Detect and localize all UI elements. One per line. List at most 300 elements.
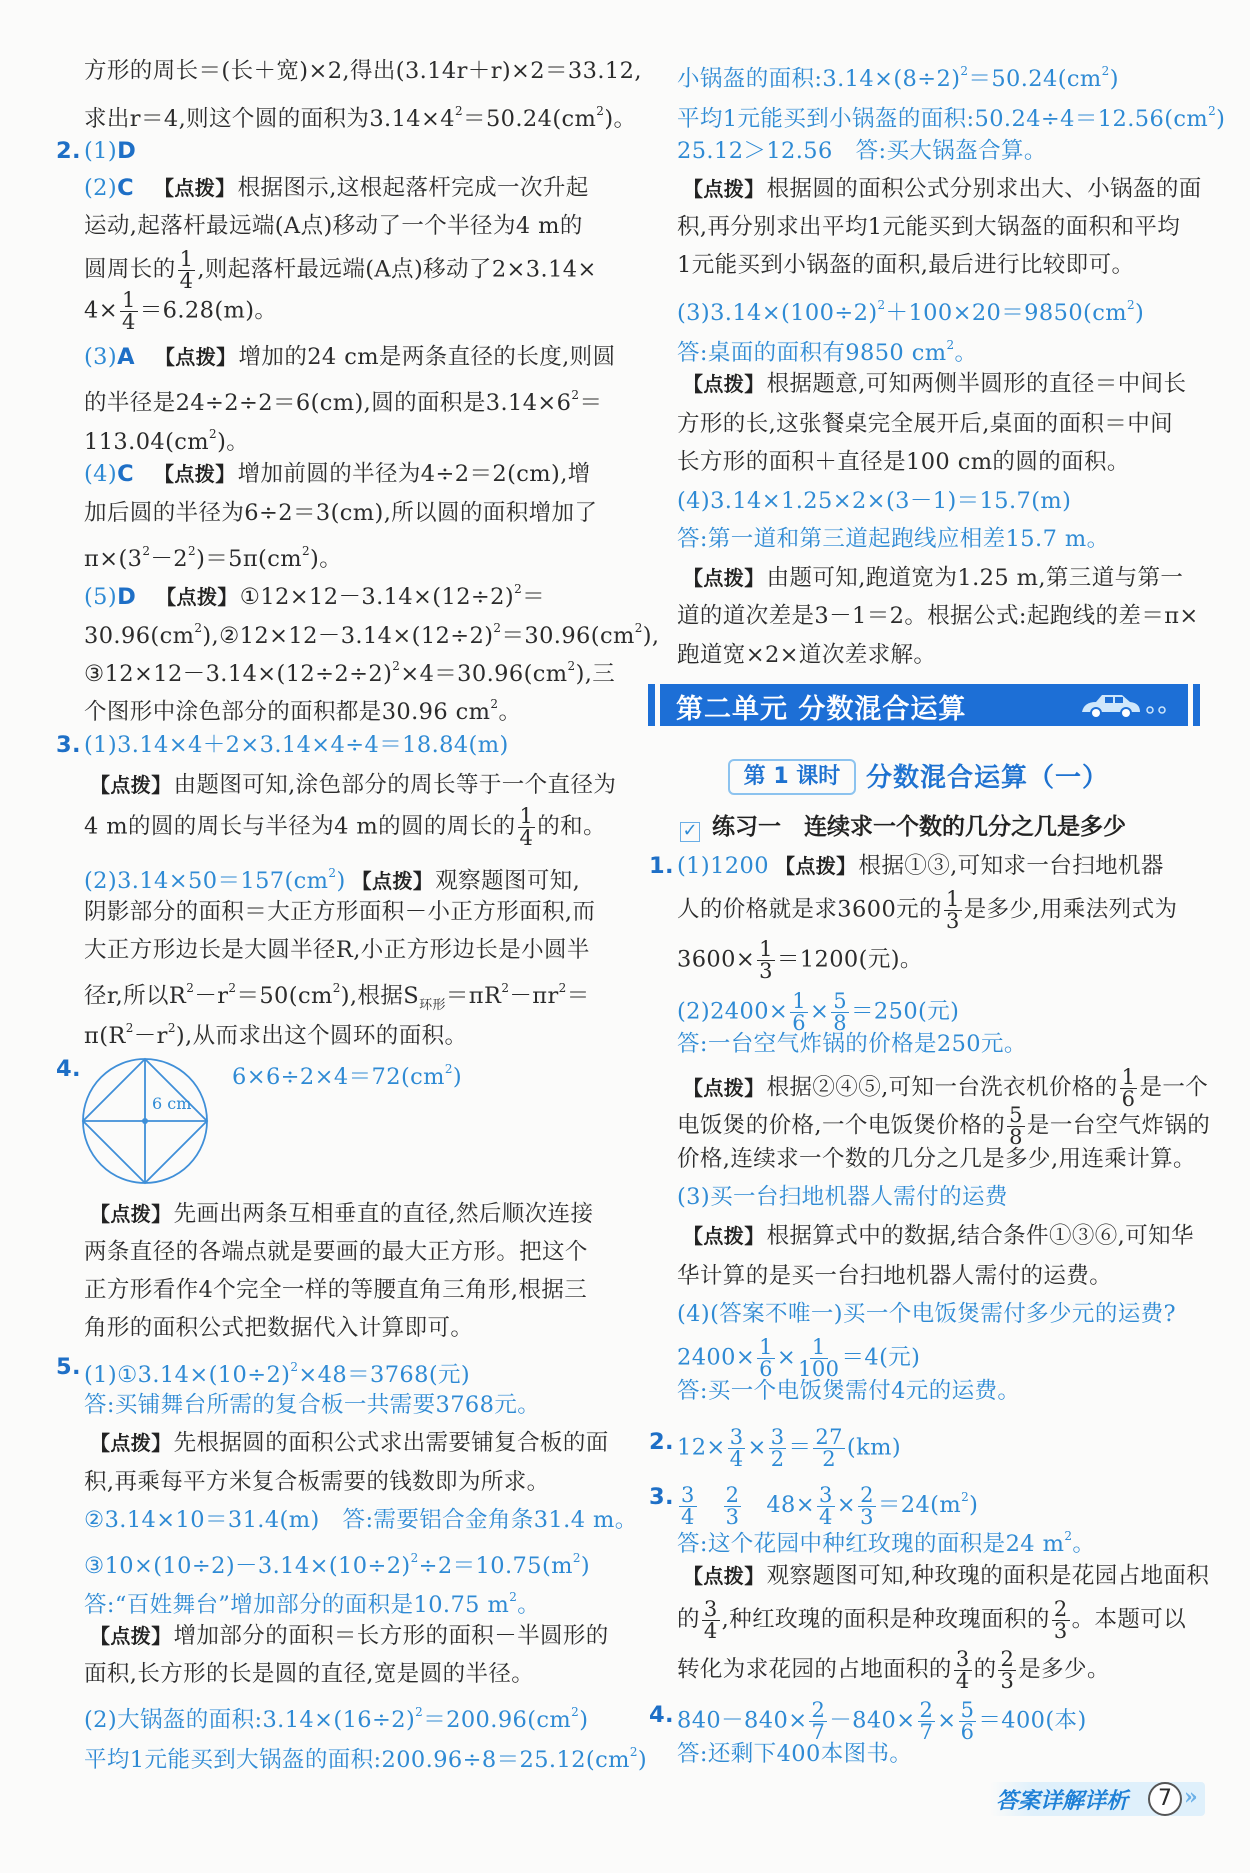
answer-text: 答:第一道和第三道起跑线应相差15.7 m。 bbox=[677, 526, 1110, 552]
superscript: 2 bbox=[290, 1360, 299, 1374]
text-line bbox=[84, 1582, 541, 1618]
fraction bbox=[728, 1427, 746, 1470]
body-text: ①12×12－3.14×(12÷2) bbox=[239, 584, 515, 610]
denominator: 2 bbox=[770, 1447, 785, 1471]
denominator: 3 bbox=[725, 1504, 740, 1529]
tip-tag: 【点拨】 bbox=[156, 585, 238, 609]
superscript: 2 bbox=[493, 621, 502, 635]
choice-answer: C bbox=[117, 461, 134, 487]
choice-answer: C bbox=[117, 175, 134, 201]
text-line bbox=[84, 1543, 591, 1579]
body-text: 人的价格就是求3600元的 bbox=[677, 896, 942, 923]
text-line bbox=[649, 1425, 902, 1471]
answer-text: －840× bbox=[829, 1707, 916, 1734]
text-line bbox=[677, 486, 1071, 516]
body-text: 电饭煲的价格,一个电饭煲价格的 bbox=[677, 1112, 1006, 1139]
text-line bbox=[84, 613, 660, 649]
superscript: 2 bbox=[961, 1490, 970, 1504]
denominator: 3 bbox=[1000, 1669, 1015, 1693]
fraction bbox=[809, 1700, 827, 1743]
body-text: ),从而求出这个圆环的面积。 bbox=[175, 1023, 468, 1049]
denominator: 7 bbox=[919, 1720, 934, 1744]
text-line bbox=[84, 1697, 589, 1733]
numerator: 1 bbox=[759, 1335, 773, 1359]
denominator: 6 bbox=[759, 1357, 773, 1381]
fraction bbox=[798, 1337, 839, 1380]
text-line bbox=[677, 1597, 1187, 1643]
footer bbox=[990, 1782, 1205, 1816]
body-text: ),根据S bbox=[340, 983, 420, 1009]
body-text: 方形的长,这张餐桌完全展开后,桌面的面积＝中间 bbox=[677, 411, 1174, 437]
text-line bbox=[84, 651, 616, 687]
body-text: 根据题意,可知两侧半圆形的直径＝中间长 bbox=[766, 371, 1187, 397]
text-line bbox=[84, 1313, 473, 1343]
body-text: ＝30.96(cm bbox=[501, 623, 635, 649]
checkbox-icon: ✓ bbox=[680, 822, 700, 842]
numerator: 27 bbox=[815, 1425, 843, 1449]
denominator: 2 bbox=[822, 1447, 837, 1471]
text-line bbox=[677, 1561, 1209, 1591]
text-line bbox=[84, 1621, 609, 1651]
numerator: 3 bbox=[955, 1647, 970, 1671]
superscript: 2 bbox=[629, 1745, 638, 1759]
text-line bbox=[677, 250, 1134, 280]
fraction bbox=[790, 991, 808, 1034]
text-line bbox=[84, 858, 581, 894]
tip-tag: 【点拨】 bbox=[154, 176, 236, 200]
body-text: π×(3 bbox=[84, 546, 143, 572]
circle-diagram-icon bbox=[80, 1056, 220, 1196]
answer-text: (2) bbox=[84, 175, 118, 201]
text-line bbox=[56, 730, 509, 760]
numerator: 1 bbox=[759, 937, 773, 961]
body-text: 增加部分的面积＝长方形的面积－半圆形的 bbox=[173, 1623, 609, 1649]
text-line bbox=[677, 1376, 1020, 1406]
body-text: ,种红玫瑰的面积是种玫瑰面积的 bbox=[721, 1606, 1050, 1633]
answer-text: 答:还剩下400本图书。 bbox=[677, 1741, 913, 1767]
body-text: ＝50.24(cm bbox=[463, 106, 597, 132]
tip-tag: 【点拨】 bbox=[683, 1224, 765, 1248]
tip-tag: 【点拨】 bbox=[90, 773, 172, 797]
body-text: 方形的周长＝(长＋宽)×2,得出(3.14r＋r)×2＝33.12, bbox=[84, 58, 642, 84]
superscript: 2 bbox=[167, 1021, 176, 1035]
text-line bbox=[677, 1182, 1008, 1212]
answer-text: (2)大锅盔的面积:3.14×(16÷2) bbox=[84, 1707, 416, 1733]
footer-label: 答案详解详析 bbox=[996, 1789, 1129, 1814]
body-text: ＝ bbox=[566, 983, 590, 1009]
body-text: 的 bbox=[677, 1606, 700, 1633]
text-line bbox=[677, 1065, 1209, 1111]
answer-text: 平均1元能买到大锅盔的面积:200.96÷8＝25.12(cm bbox=[84, 1747, 630, 1773]
text-line bbox=[649, 1698, 1087, 1744]
denominator: 4 bbox=[819, 1504, 833, 1529]
answer-text: 840－840× bbox=[677, 1707, 808, 1734]
tip-tag: 【点拨】 bbox=[683, 372, 765, 396]
body-text: 的半径是24÷2÷2＝6(cm),圆的面积是3.14×6 bbox=[84, 390, 572, 416]
numerator: 3 bbox=[770, 1425, 785, 1449]
answer-text: ) bbox=[637, 1747, 648, 1773]
answer-text: × bbox=[809, 998, 830, 1025]
answer-text: (2)3.14×50＝157(cm bbox=[84, 868, 329, 894]
superscript: 2 bbox=[142, 544, 151, 558]
answer-text: 答:一台空气炸锅的价格是250元。 bbox=[677, 1031, 1027, 1057]
body-text: )。 bbox=[604, 106, 637, 132]
text-line bbox=[677, 887, 1178, 933]
answer-text bbox=[699, 1492, 722, 1518]
text-line bbox=[56, 136, 150, 166]
answer-text: ) bbox=[452, 1064, 463, 1090]
body-text: ＝1200(元)。 bbox=[776, 946, 923, 973]
banner-bar-left bbox=[648, 684, 655, 726]
body-text: )＝5π(cm bbox=[196, 546, 302, 572]
answer-text: ＝50.24(cm bbox=[968, 66, 1102, 92]
superscript: 2 bbox=[596, 104, 605, 118]
text-line bbox=[84, 288, 278, 334]
fraction bbox=[757, 1337, 775, 1380]
text-line bbox=[677, 1103, 1211, 1149]
body-text: －r bbox=[133, 1023, 168, 1049]
superscript: 2 bbox=[455, 104, 464, 118]
numerator: 3 bbox=[703, 1597, 718, 1621]
answer-text: 。 bbox=[1072, 1531, 1096, 1557]
superscript: 2 bbox=[1064, 1529, 1073, 1543]
text-line bbox=[677, 1221, 1194, 1251]
fraction bbox=[1052, 1599, 1070, 1642]
text-line bbox=[677, 1299, 1176, 1329]
fraction bbox=[831, 991, 849, 1034]
body-text: 。 bbox=[498, 699, 522, 725]
body-text: 4× bbox=[84, 297, 118, 324]
body-text: 转化为求花园的占地面积的 bbox=[677, 1656, 952, 1683]
body-text: ③12×12－3.14×(12÷2÷2) bbox=[84, 661, 393, 687]
body-text: 圆周长的 bbox=[84, 256, 176, 283]
body-text: 由题可知,跑道宽为1.25 m,第三道与第一 bbox=[766, 565, 1184, 591]
tip-tag: 【点拨】 bbox=[683, 177, 765, 201]
answer-text: ) bbox=[1109, 66, 1119, 92]
fraction bbox=[959, 1700, 977, 1743]
body-text: 根据图示,这根起落杆完成一次升起 bbox=[237, 175, 589, 201]
body-text: ＝ bbox=[522, 584, 546, 610]
fraction bbox=[944, 889, 962, 932]
fraction bbox=[769, 1427, 787, 1470]
body-text: 先画出两条互相垂直的直径,然后顺次连接 bbox=[173, 1201, 594, 1227]
body-text: 增加前圆的半径为4÷2＝2(cm),增 bbox=[237, 461, 591, 487]
unit-title: 第二单元 分数混合运算 bbox=[676, 694, 967, 725]
text-line bbox=[84, 973, 590, 1013]
numerator: 1 bbox=[121, 288, 136, 312]
answer-text: ＝250(元) bbox=[850, 998, 960, 1025]
denominator: 7 bbox=[811, 1720, 826, 1744]
text-line bbox=[84, 1737, 648, 1773]
question-number: 2. bbox=[56, 138, 82, 164]
chevron-right-icon: » bbox=[1184, 1784, 1198, 1810]
superscript: 2 bbox=[125, 1021, 134, 1035]
numerator: 2 bbox=[1000, 1647, 1015, 1671]
superscript: 2 bbox=[960, 64, 969, 78]
text-line bbox=[84, 1467, 550, 1497]
answer-text: 2400× bbox=[677, 1344, 756, 1371]
text-line bbox=[84, 56, 642, 86]
question-number: 1. bbox=[649, 853, 675, 879]
answer-text: 平均1元能买到小锅盔的面积:50.24÷4＝12.56(cm bbox=[677, 106, 1209, 132]
question-number: 2. bbox=[649, 1429, 675, 1455]
answer-text: 答:买铺舞台所需的复合板一共需要3768元。 bbox=[84, 1392, 541, 1418]
answer-text: 。 bbox=[517, 1592, 541, 1618]
text-line bbox=[84, 380, 603, 416]
answer-text: ＝400(本) bbox=[978, 1707, 1087, 1734]
text-line bbox=[84, 935, 590, 965]
answer-text: × bbox=[937, 1707, 957, 1734]
superscript: 2 bbox=[558, 981, 567, 995]
question-number: 3. bbox=[649, 1484, 675, 1510]
superscript: 2 bbox=[410, 1551, 419, 1565]
body-text: 4 m的圆的周长与半径为4 m的圆的周长的 bbox=[84, 813, 516, 840]
answer-text: (1)3.14×4＋2×3.14×4÷4＝18.84(m) bbox=[84, 732, 509, 758]
page-number: 7 bbox=[1148, 1782, 1182, 1816]
denominator: 3 bbox=[860, 1504, 874, 1529]
superscript: 2 bbox=[1208, 104, 1217, 118]
text-line bbox=[84, 1013, 468, 1049]
text-line bbox=[84, 574, 546, 610]
superscript: 2 bbox=[332, 981, 341, 995]
fraction bbox=[813, 1427, 845, 1470]
choice-answer: A bbox=[117, 344, 135, 370]
numerator: 5 bbox=[1009, 1103, 1023, 1127]
text-line bbox=[677, 563, 1183, 593]
body-text: 113.04(cm bbox=[84, 429, 210, 455]
text-line bbox=[84, 897, 595, 927]
superscript: 2 bbox=[946, 338, 955, 352]
body-text: 两条直径的各端点就是要画的最大正方形。把这个 bbox=[84, 1239, 588, 1265]
banner-bar-right-2 bbox=[1182, 684, 1187, 726]
text-line bbox=[677, 174, 1202, 204]
superscript: 2 bbox=[571, 1705, 580, 1719]
superscript: 2 bbox=[490, 697, 499, 711]
unit-banner bbox=[660, 684, 1188, 726]
car-icon bbox=[1078, 692, 1168, 720]
denominator: 3 bbox=[945, 909, 960, 933]
text-line bbox=[677, 136, 1047, 166]
body-text: 的 bbox=[973, 1656, 997, 1683]
subscript: 环形 bbox=[419, 998, 446, 1013]
answer-text: (4)3.14×1.25×2×(3－1)＝15.7(m) bbox=[677, 488, 1072, 514]
answer-text: 。 bbox=[954, 340, 978, 366]
answer-text: 答:买一个电饭煲需付4元的运费。 bbox=[677, 1378, 1021, 1404]
body-text: 根据①③,可知求一台扫地机器 bbox=[858, 853, 1164, 879]
tip-tag: 【点拨】 bbox=[774, 854, 857, 878]
figure-label: 6 cm bbox=[152, 1094, 192, 1113]
answer-text: 答:桌面的面积有9850 cm bbox=[677, 340, 947, 366]
body-text: 面积,长方形的长是圆的直径,宽是圆的半径。 bbox=[84, 1661, 535, 1687]
body-text: 。本题可以 bbox=[1071, 1606, 1187, 1633]
body-text: 先根据圆的面积公式求出需要铺复合板的面 bbox=[173, 1430, 609, 1456]
body-text: )。 bbox=[310, 546, 343, 572]
superscript: 2 bbox=[877, 298, 886, 312]
answer-text: ＝4(元) bbox=[841, 1344, 921, 1371]
text-line bbox=[677, 989, 960, 1035]
denominator: 4 bbox=[519, 826, 534, 850]
banner-bar-right-1 bbox=[1193, 684, 1200, 726]
superscript: 2 bbox=[567, 659, 576, 673]
text-line bbox=[677, 56, 1119, 92]
body-text: 的和。 bbox=[537, 813, 606, 840]
body-text: 是一台空气炸锅的 bbox=[1026, 1112, 1211, 1139]
answer-text: 小锅盔的面积:3.14×(8÷2) bbox=[677, 66, 961, 92]
body-text: 角形的面积公式把数据代入计算即可。 bbox=[84, 1315, 474, 1341]
fraction bbox=[178, 249, 196, 292]
body-text: 跑道宽×2×道次差求解。 bbox=[677, 642, 937, 668]
denominator: 100 bbox=[798, 1357, 840, 1381]
text-line bbox=[677, 447, 1130, 477]
superscript: 2 bbox=[514, 582, 523, 596]
fraction bbox=[757, 939, 775, 982]
body-text: ＝πR bbox=[445, 983, 502, 1009]
numerator: 1 bbox=[792, 989, 806, 1013]
text-line bbox=[677, 409, 1173, 439]
tip-tag: 【点拨】 bbox=[683, 566, 765, 590]
text-line bbox=[677, 96, 1226, 132]
denominator: 4 bbox=[179, 269, 194, 293]
choice-answer: D bbox=[117, 138, 137, 164]
answer-text: 答:“百姓舞台”增加部分的面积是10.75 m bbox=[84, 1592, 510, 1618]
text-line bbox=[677, 1261, 1112, 1291]
text-line bbox=[84, 536, 343, 572]
text-line bbox=[84, 498, 597, 528]
superscript: 2 bbox=[194, 621, 203, 635]
answer-text: ×48＝3768(元) bbox=[298, 1362, 471, 1388]
body-text: 径r,所以R bbox=[84, 983, 187, 1009]
text-line bbox=[84, 1390, 540, 1420]
choice-answer: D bbox=[117, 584, 137, 610]
superscript: 2 bbox=[1101, 64, 1110, 78]
numerator: 3 bbox=[729, 1425, 744, 1449]
answer-text: (1)①3.14×(10÷2) bbox=[84, 1362, 291, 1388]
answer-text: ②3.14×10＝31.4(m) 答:需要铝合金角条31.4 m。 bbox=[84, 1507, 638, 1533]
body-text: －πr bbox=[509, 983, 559, 1009]
fraction bbox=[518, 806, 536, 849]
answer-text: 答:这个花园中种红玫瑰的面积是24 m bbox=[677, 1531, 1065, 1557]
body-text: 由题图可知,涂色部分的周长等于一个直径为 bbox=[173, 772, 617, 798]
text-line bbox=[677, 1144, 1196, 1174]
fraction bbox=[954, 1649, 972, 1692]
text-line bbox=[677, 937, 923, 983]
answer-text: (km) bbox=[846, 1434, 902, 1461]
superscript: 2 bbox=[328, 866, 337, 880]
text-line bbox=[649, 851, 1164, 881]
superscript: 2 bbox=[228, 981, 237, 995]
numerator: 1 bbox=[179, 247, 194, 271]
question-number: 3. bbox=[56, 732, 82, 758]
text-line bbox=[84, 247, 597, 293]
fraction bbox=[1007, 1105, 1025, 1148]
superscript: 2 bbox=[1126, 298, 1135, 312]
text-line bbox=[84, 770, 616, 800]
body-text: ),三 bbox=[575, 661, 616, 687]
answer-text: 6×6÷2×4＝72(cm bbox=[232, 1064, 445, 1090]
body-text: 观察题图可知,种玫瑰的面积是花园占地面积 bbox=[766, 1563, 1210, 1589]
text-line bbox=[84, 96, 637, 132]
answer-text: ) bbox=[579, 1707, 589, 1733]
text-line bbox=[677, 1521, 1096, 1557]
numerator: 1 bbox=[945, 887, 960, 911]
denominator: 6 bbox=[1121, 1087, 1136, 1111]
fraction bbox=[120, 290, 138, 333]
body-text: 是一个 bbox=[1139, 1074, 1209, 1101]
answer-text: 48× bbox=[743, 1492, 816, 1518]
fraction bbox=[918, 1700, 936, 1743]
denominator: 3 bbox=[759, 959, 773, 983]
body-text: 根据②④⑤,可知一台洗衣机价格的 bbox=[766, 1074, 1118, 1101]
numerator: 5 bbox=[833, 989, 847, 1013]
tip-tag: 【点拨】 bbox=[90, 1624, 172, 1648]
body-text: 根据算式中的数据,结合条件①③⑥,可知华 bbox=[766, 1223, 1194, 1249]
body-text: 增加的24 cm是两条直径的长度,则圆 bbox=[238, 344, 616, 370]
denominator: 4 bbox=[729, 1447, 744, 1471]
superscript: 2 bbox=[444, 1062, 453, 1076]
body-text: 阴影部分的面积＝大正方形面积－小正方形面积,而 bbox=[84, 899, 596, 925]
superscript: 2 bbox=[509, 1590, 518, 1604]
denominator: 6 bbox=[792, 1011, 806, 1035]
numerator: 1 bbox=[811, 1335, 826, 1359]
answer-text: ③10×(10÷2)－3.14×(10÷2) bbox=[84, 1553, 411, 1579]
numerator: 1 bbox=[519, 804, 534, 828]
body-text: ),②12×12－3.14×(12÷2) bbox=[202, 623, 494, 649]
superscript: 2 bbox=[209, 427, 218, 441]
superscript: 2 bbox=[186, 981, 195, 995]
body-text: 观察题图可知, bbox=[435, 868, 581, 894]
question-number: 5. bbox=[56, 1354, 82, 1380]
superscript: 2 bbox=[415, 1705, 424, 1719]
body-text: ＝ bbox=[579, 390, 603, 416]
numerator: 2 bbox=[811, 1698, 826, 1722]
answer-text: ＝24(m bbox=[877, 1492, 962, 1518]
answer-text: (3)3.14×(100÷2) bbox=[677, 300, 878, 326]
answer-text: ) bbox=[336, 868, 346, 894]
answer-text: (1) bbox=[84, 138, 118, 164]
text-line bbox=[677, 212, 1180, 242]
denominator: 8 bbox=[1009, 1125, 1023, 1149]
denominator: 4 bbox=[121, 310, 136, 334]
text-line bbox=[84, 1275, 587, 1305]
body-text: π(R bbox=[84, 1023, 126, 1049]
body-text: 1元能买到小锅盔的面积,最后进行比较即可。 bbox=[677, 252, 1135, 278]
body-text: －2 bbox=[150, 546, 189, 572]
answer-text: × bbox=[836, 1492, 857, 1518]
answer-text: ＝200.96(cm bbox=[423, 1707, 572, 1733]
denominator: 4 bbox=[703, 1619, 718, 1643]
body-text: 华计算的是买一台扫地机器人需付的运费。 bbox=[677, 1263, 1113, 1289]
numerator: 1 bbox=[1121, 1065, 1136, 1089]
text-line bbox=[56, 1352, 471, 1388]
answer-text: ＋100×20＝9850(cm bbox=[885, 300, 1127, 326]
body-text: 价格,连续求一个数的几分之几是多少,用连乘计算。 bbox=[677, 1146, 1196, 1172]
fraction bbox=[998, 1649, 1016, 1692]
tip-tag: 【点拨】 bbox=[351, 869, 434, 893]
circle-square-figure bbox=[80, 1056, 220, 1200]
answer-text: ) bbox=[969, 1492, 979, 1518]
tip-tag: 【点拨】 bbox=[683, 1075, 765, 1100]
answer-text: (4)(答案不唯一)买一个电饭煲需付多少元的运费? bbox=[677, 1301, 1176, 1327]
body-text: 是多少。 bbox=[1018, 1656, 1110, 1683]
text-line bbox=[84, 1659, 534, 1689]
superscript: 2 bbox=[188, 544, 197, 558]
fraction bbox=[1120, 1067, 1138, 1110]
superscript: 2 bbox=[392, 659, 401, 673]
text-line bbox=[84, 689, 522, 725]
text-line bbox=[84, 1505, 638, 1535]
text-line bbox=[84, 1428, 609, 1458]
superscript: 2 bbox=[571, 388, 580, 402]
